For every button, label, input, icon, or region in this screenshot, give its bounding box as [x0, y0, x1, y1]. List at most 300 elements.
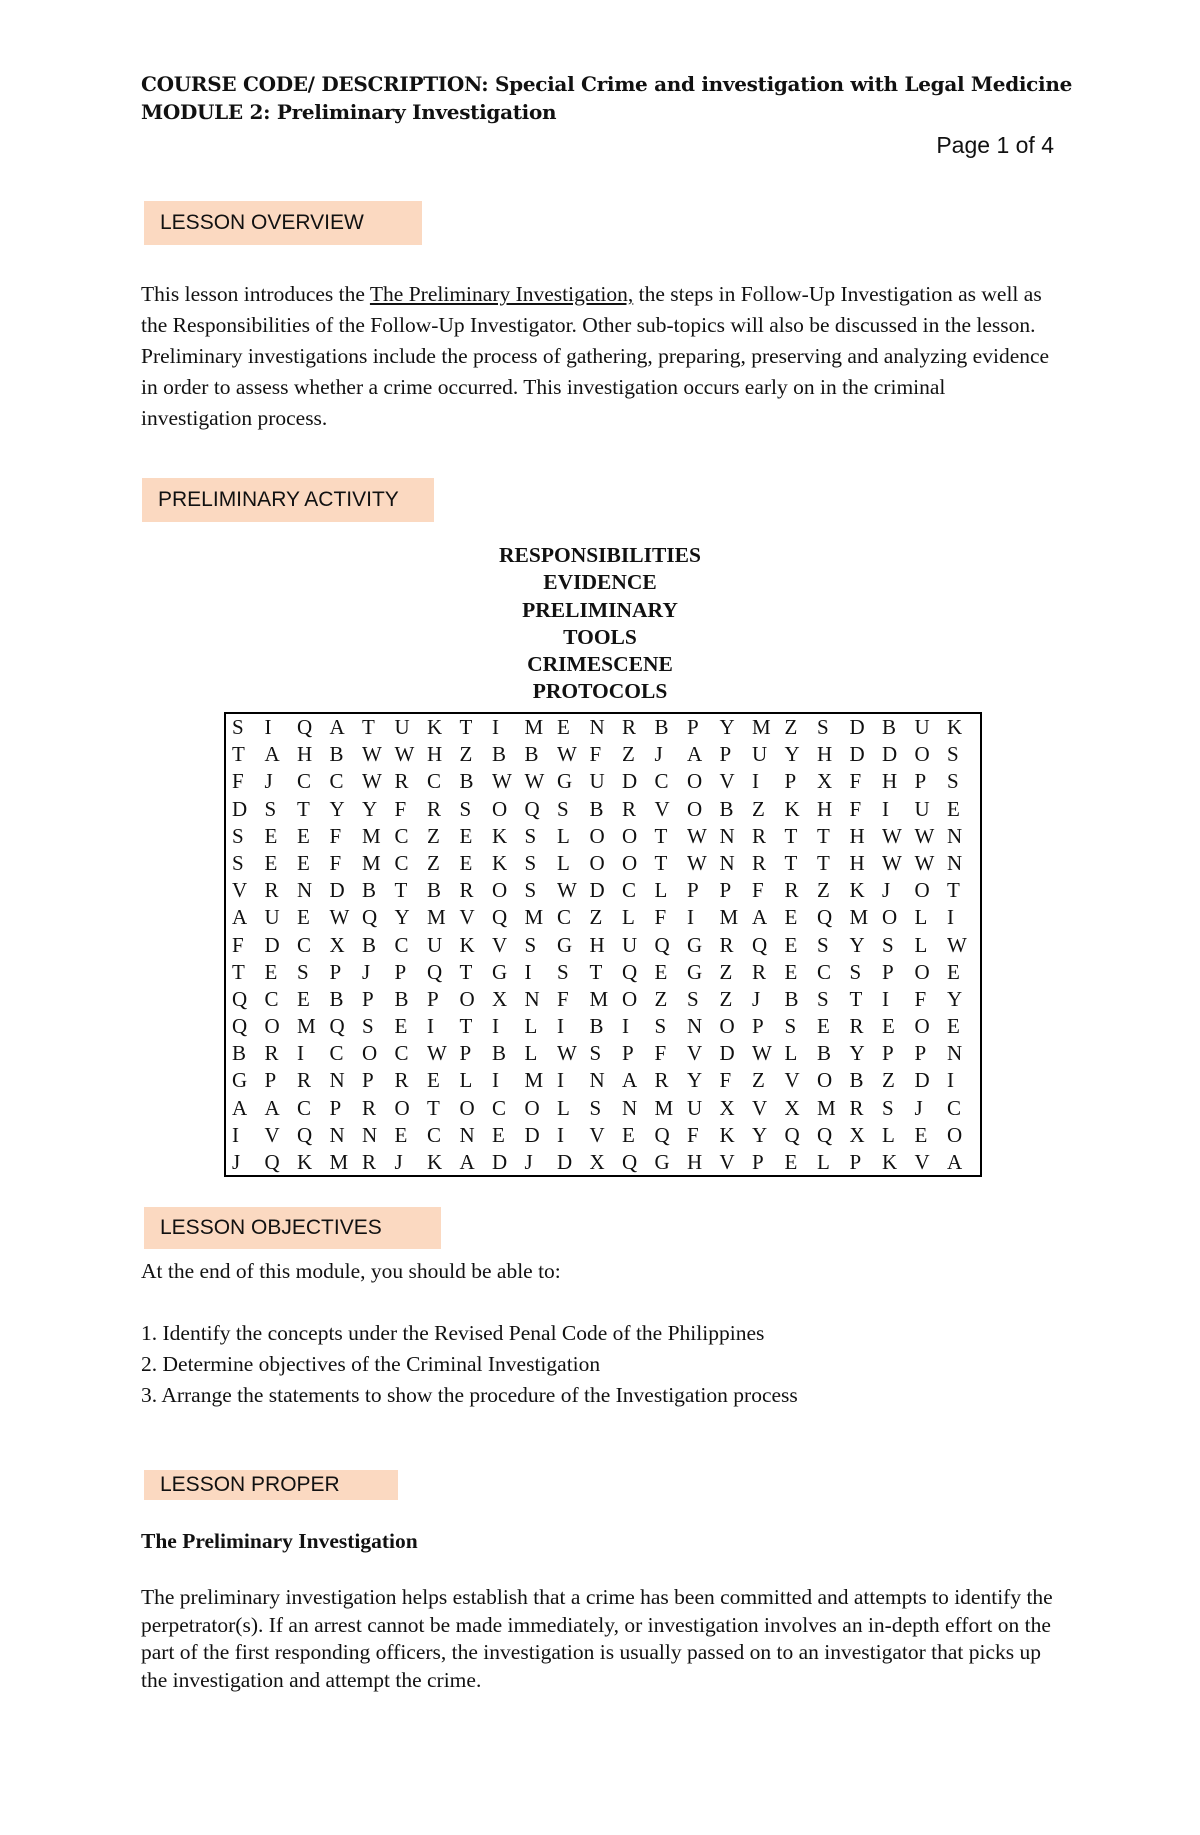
grid-cell: R: [459, 878, 474, 903]
grid-cell: Y: [394, 905, 410, 930]
grid-cell: Z: [817, 878, 830, 903]
grid-row: [226, 904, 980, 931]
grid-row: [226, 986, 980, 1013]
grid-cell: S: [524, 878, 537, 903]
grid-cell: P: [459, 1041, 472, 1066]
grid-cell: M: [524, 905, 544, 930]
grid-cell: R: [849, 1014, 864, 1039]
grid-cell: T: [654, 850, 668, 875]
grid-cell: N: [589, 715, 605, 739]
grid-cell: M: [719, 905, 739, 930]
grid-cell: D: [914, 1068, 930, 1093]
grid-cell: E: [264, 850, 278, 875]
objectives-list: [141, 1318, 798, 1411]
grid-cell: R: [719, 932, 734, 957]
grid-cell: Y: [752, 1122, 768, 1147]
grid-cell: E: [297, 986, 310, 1011]
grid-cell: L: [914, 905, 928, 930]
objective-item: 1. Identify the concepts under the Revised Penal Code of the Philippines: [141, 1321, 765, 1345]
grid-cell: X: [817, 769, 833, 794]
grid-cell: Z: [719, 959, 733, 984]
grid-cell: N: [947, 1041, 963, 1066]
grid-cell: R: [394, 1068, 409, 1093]
grid-cell: M: [589, 986, 609, 1011]
grid-cell: V: [784, 1068, 800, 1093]
grid-cell: N: [459, 1122, 475, 1147]
grid-cell: Q: [524, 796, 540, 821]
grid-cell: N: [687, 1014, 703, 1039]
grid-cell: C: [557, 905, 572, 930]
grid-cell: S: [784, 1014, 797, 1039]
grid-cell: A: [232, 905, 248, 930]
grid-cell: P: [882, 959, 894, 984]
grid-cell: H: [849, 823, 865, 848]
grid-cell: B: [427, 878, 442, 903]
grid-cell: E: [947, 1014, 960, 1039]
grid-cell: T: [654, 823, 668, 848]
grid-cell: T: [849, 986, 863, 1011]
grid-cell: H: [849, 850, 865, 875]
grid-cell: R: [264, 1041, 279, 1066]
grid-cell: Z: [752, 1068, 765, 1093]
grid-cell: L: [524, 1014, 538, 1039]
grid-cell: A: [329, 715, 345, 739]
grid-cell: E: [297, 850, 310, 875]
grid-row: [226, 1095, 980, 1122]
grid-cell: C: [427, 1122, 442, 1147]
grid-cell: P: [362, 986, 374, 1011]
grid-cell: S: [589, 1095, 602, 1120]
grid-cell: F: [232, 769, 244, 794]
grid-cell: Z: [459, 742, 473, 767]
grid-cell: Q: [297, 1122, 313, 1147]
grid-cell: F: [687, 1122, 699, 1147]
grid-cell: E: [394, 1014, 408, 1039]
grid-cell: S: [459, 796, 472, 821]
grid-cell: J: [232, 1150, 241, 1174]
grid-cell: E: [947, 796, 960, 821]
grid-cell: C: [427, 769, 442, 794]
overview-body: the steps in Follow-Up Investigation as well as the Responsibilities of the Follow-Up Investigator. Other sub-topics will also be discussed in the lesson. Preliminary investigations include the process of gathering, preparing, preserving and analyzing evidence in order to assess whether a crime occurred. This investigation occurs early on in the criminal investigation process.: [141, 282, 1050, 430]
grid-cell: R: [394, 769, 409, 794]
grid-cell: M: [427, 905, 446, 930]
grid-cell: Y: [947, 986, 963, 1011]
grid-cell: O: [492, 878, 508, 903]
grid-cell: A: [264, 742, 280, 767]
objectives-intro: At the end of this module, you should be able to:: [141, 1259, 561, 1283]
grid-cell: Z: [589, 905, 603, 930]
grid-cell: T: [947, 878, 960, 903]
grid-cell: V: [914, 1150, 930, 1174]
grid-cell: U: [264, 905, 280, 930]
grid-cell: T: [232, 742, 245, 767]
grid-cell: E: [297, 905, 310, 930]
grid-cell: W: [687, 823, 707, 848]
grid-row: [226, 959, 980, 986]
grid-cell: Q: [362, 905, 378, 930]
grid-row: [226, 1013, 980, 1040]
grid-cell: Q: [654, 1122, 670, 1147]
grid-cell: F: [849, 769, 862, 794]
grid-cell: R: [849, 1095, 864, 1120]
grid-cell: J: [882, 878, 891, 903]
grid-cell: S: [947, 769, 959, 794]
grid-cell: R: [654, 1068, 669, 1093]
section-title-objectives: LESSON OBJECTIVES: [160, 1216, 382, 1239]
grid-cell: E: [817, 1014, 830, 1039]
grid-cell: I: [297, 1041, 304, 1066]
grid-cell: U: [914, 715, 930, 739]
word-item: PROTOCOLS: [532, 679, 668, 704]
grid-cell: V: [264, 1122, 280, 1147]
grid-cell: N: [947, 850, 963, 875]
grid-cell: Z: [719, 986, 733, 1011]
grid-cell: G: [687, 959, 703, 984]
grid-cell: S: [362, 1014, 374, 1039]
grid-cell: O: [914, 742, 930, 767]
grid-cell: J: [264, 769, 273, 794]
grid-cell: M: [524, 715, 544, 739]
grid-cell: S: [654, 1014, 667, 1039]
grid-cell: D: [524, 1122, 540, 1147]
grid-cell: C: [329, 1041, 344, 1066]
grid-cell: Q: [817, 1122, 833, 1147]
grid-cell: X: [784, 1095, 800, 1120]
section-title-overview: LESSON OVERVIEW: [160, 211, 364, 234]
grid-cell: H: [817, 796, 833, 821]
grid-cell: D: [492, 1150, 508, 1174]
grid-cell: W: [557, 1041, 577, 1066]
grid-cell: W: [329, 905, 350, 930]
grid-cell: U: [394, 715, 410, 739]
grid-cell: A: [264, 1095, 280, 1120]
grid-cell: S: [947, 742, 959, 767]
grid-cell: Z: [654, 986, 668, 1011]
grid-cell: H: [882, 769, 898, 794]
grid-cell: V: [752, 1095, 768, 1120]
grid-cell: B: [492, 1041, 507, 1066]
grid-cell: V: [687, 1041, 703, 1066]
grid-cell: Q: [622, 959, 638, 984]
grid-cell: O: [719, 1014, 735, 1039]
grid-cell: Y: [329, 796, 345, 821]
grid-row: [226, 1040, 980, 1067]
grid-cell: Q: [329, 1014, 345, 1039]
grid-cell: F: [394, 796, 407, 821]
grid-cell: U: [752, 742, 768, 767]
grid-cell: L: [784, 1041, 798, 1066]
grid-cell: G: [557, 932, 573, 957]
grid-cell: V: [719, 769, 735, 794]
grid-cell: O: [589, 823, 605, 848]
grid-cell: S: [817, 715, 829, 739]
grid-cell: B: [362, 878, 377, 903]
grid-cell: S: [557, 796, 569, 821]
grid-cell: M: [362, 850, 381, 875]
grid-cell: B: [232, 1041, 247, 1066]
grid-cell: U: [914, 796, 930, 821]
grid-cell: O: [687, 769, 703, 794]
section-band-overview: [144, 201, 422, 245]
grid-cell: R: [784, 878, 799, 903]
grid-cell: S: [232, 715, 244, 739]
grid-cell: E: [264, 823, 278, 848]
overview-paragraph: [141, 279, 1061, 434]
grid-cell: Q: [427, 959, 443, 984]
grid-cell: C: [394, 850, 409, 875]
grid-cell: O: [914, 878, 930, 903]
grid-cell: D: [232, 796, 248, 821]
grid-cell: I: [492, 1068, 499, 1093]
grid-cell: S: [589, 1041, 602, 1066]
grid-cell: U: [427, 932, 443, 957]
grid-cell: E: [947, 959, 960, 984]
grid-cell: H: [589, 932, 605, 957]
grid-cell: R: [264, 878, 279, 903]
grid-cell: T: [784, 823, 798, 848]
grid-cell: P: [329, 959, 342, 984]
grid-cell: J: [524, 1150, 533, 1174]
grid-cell: B: [492, 742, 507, 767]
grid-cell: R: [752, 959, 767, 984]
grid-cell: C: [817, 959, 832, 984]
module-title: MODULE 2: Preliminary Investigation: [141, 100, 557, 124]
grid-cell: J: [394, 1150, 403, 1174]
grid-cell: E: [394, 1122, 408, 1147]
grid-cell: G: [687, 932, 703, 957]
grid-cell: B: [817, 1041, 832, 1066]
grid-cell: Q: [492, 905, 508, 930]
grid-cell: I: [687, 905, 694, 930]
grid-cell: W: [914, 850, 935, 875]
grid-cell: A: [687, 742, 703, 767]
grid-cell: N: [297, 878, 313, 903]
word-item: RESPONSIBILITIES: [499, 543, 701, 567]
grid-cell: M: [654, 1095, 674, 1120]
grid-cell: L: [817, 1150, 830, 1174]
grid-cell: T: [394, 878, 408, 903]
objective-item: 2. Determine objectives of the Criminal Investigation: [141, 1352, 601, 1376]
grid-cell: A: [459, 1150, 475, 1174]
grid-cell: F: [752, 878, 764, 903]
grid-cell: B: [394, 986, 409, 1011]
grid-cell: I: [557, 1068, 564, 1093]
grid-row: [226, 741, 980, 768]
grid-cell: R: [752, 850, 767, 875]
grid-cell: G: [557, 769, 573, 794]
grid-cell: G: [232, 1068, 248, 1093]
grid-cell: L: [914, 932, 928, 957]
grid-cell: S: [882, 932, 894, 957]
grid-cell: I: [492, 715, 499, 739]
grid-cell: V: [719, 1150, 735, 1174]
grid-cell: K: [784, 796, 800, 821]
grid-cell: V: [459, 905, 475, 930]
grid-cell: I: [557, 1122, 564, 1147]
grid-cell: F: [232, 932, 244, 957]
grid-cell: L: [654, 878, 668, 903]
grid-row: [226, 796, 980, 823]
grid-cell: U: [622, 932, 638, 957]
grid-cell: P: [914, 1041, 927, 1066]
grid-cell: R: [427, 796, 442, 821]
grid-cell: F: [329, 850, 342, 875]
grid-cell: U: [687, 1095, 703, 1120]
proper-paragraph-text: The preliminary investigation helps establish that a crime has been committed and attempts to identify the perpetrator(s). If an arrest cannot be made immediately, or investigation involves an in-depth effort on the part of the first responding officers, the investigation is usually passed on to an investigator that picks up the investigation and attempt the crime.: [141, 1585, 1053, 1692]
grid-cell: T: [784, 850, 798, 875]
grid-cell: Y: [849, 1041, 865, 1066]
grid-cell: E: [622, 1122, 635, 1147]
grid-cell: N: [329, 1068, 345, 1093]
grid-cell: S: [524, 932, 537, 957]
grid-cell: O: [622, 823, 638, 848]
grid-cell: S: [264, 796, 277, 821]
grid-cell: N: [362, 1122, 378, 1147]
grid-cell: W: [427, 1041, 447, 1066]
grid-cell: W: [524, 769, 545, 794]
grid-cell: S: [817, 932, 829, 957]
grid-cell: T: [589, 959, 603, 984]
grid-cell: W: [362, 742, 382, 767]
word-search-grid: [224, 712, 982, 1177]
grid-cell: P: [687, 878, 699, 903]
grid-cell: E: [882, 1014, 895, 1039]
grid-cell: B: [524, 742, 539, 767]
grid-cell: M: [329, 1150, 349, 1174]
grid-row: [226, 1067, 980, 1094]
grid-cell: P: [427, 986, 439, 1011]
grid-cell: B: [719, 796, 734, 821]
grid-cell: P: [719, 742, 732, 767]
grid-cell: P: [687, 715, 699, 739]
grid-cell: K: [849, 878, 865, 903]
grid-cell: T: [297, 796, 310, 821]
proper-heading: The Preliminary Investigation: [141, 1529, 418, 1553]
grid-cell: L: [557, 1095, 570, 1120]
grid-cell: G: [492, 959, 508, 984]
objective-item: 3. Arrange the statements to show the procedure of the Investigation process: [141, 1383, 798, 1407]
grid-cell: Y: [687, 1068, 703, 1093]
section-band-activity: [142, 478, 434, 522]
word-item: TOOLS: [563, 624, 637, 649]
grid-cell: W: [947, 932, 967, 957]
grid-cell: J: [914, 1095, 923, 1120]
grid-cell: D: [589, 878, 605, 903]
grid-cell: U: [589, 769, 605, 794]
grid-cell: E: [492, 1122, 505, 1147]
grid-row: [226, 714, 980, 741]
grid-cell: E: [784, 905, 798, 930]
grid-cell: C: [297, 769, 312, 794]
grid-cell: C: [394, 1041, 409, 1066]
grid-cell: C: [492, 1095, 507, 1120]
grid-cell: W: [687, 850, 707, 875]
grid-cell: O: [264, 1014, 280, 1039]
grid-cell: T: [817, 850, 830, 875]
grid-cell: F: [589, 742, 602, 767]
word-item: CRIMESCENE: [527, 652, 673, 677]
grid-cell: W: [752, 1041, 772, 1066]
grid-cell: P: [394, 959, 407, 984]
grid-cell: E: [459, 850, 473, 875]
grid-cell: R: [362, 1150, 377, 1174]
grid-cell: N: [622, 1095, 638, 1120]
grid-row: [226, 932, 980, 959]
grid-cell: C: [947, 1095, 962, 1120]
course-title: COURSE CODE/ DESCRIPTION: Special Crime and investigation with Legal Medicine: [141, 72, 1073, 96]
grid-cell: O: [524, 1095, 540, 1120]
grid-cell: V: [232, 878, 248, 903]
grid-cell: D: [557, 1150, 573, 1174]
grid-cell: F: [849, 796, 862, 821]
grid-row: [226, 823, 980, 850]
grid-cell: I: [947, 1068, 954, 1093]
grid-cell: E: [459, 823, 473, 848]
grid-cell: P: [914, 769, 927, 794]
grid-row: [226, 1122, 980, 1149]
grid-cell: D: [849, 742, 865, 767]
grid-cell: E: [264, 959, 278, 984]
grid-cell: O: [914, 1014, 930, 1039]
grid-cell: C: [394, 823, 409, 848]
grid-cell: I: [524, 959, 532, 984]
grid-cell: W: [362, 769, 382, 794]
grid-cell: I: [947, 905, 954, 930]
grid-cell: S: [817, 986, 829, 1011]
grid-cell: X: [492, 986, 508, 1011]
grid-row: [226, 877, 980, 904]
grid-cell: S: [232, 850, 244, 875]
grid-cell: C: [264, 986, 279, 1011]
grid-cell: R: [297, 1068, 312, 1093]
overview-topic-link: The Preliminary Investigation,: [369, 282, 634, 306]
grid-cell: C: [329, 769, 344, 794]
grid-cell: F: [557, 986, 569, 1011]
grid-cell: B: [329, 742, 344, 767]
grid-cell: K: [719, 1122, 735, 1147]
grid-cell: E: [427, 1068, 440, 1093]
grid-cell: W: [557, 878, 577, 903]
grid-cell: M: [362, 823, 381, 848]
grid-cell: K: [492, 823, 508, 848]
grid-cell: T: [427, 1095, 440, 1120]
grid-cell: E: [784, 932, 798, 957]
grid-cell: K: [427, 1150, 443, 1174]
grid-cell: B: [589, 796, 604, 821]
grid-cell: W: [882, 850, 902, 875]
grid-cell: C: [394, 932, 409, 957]
grid-cell: O: [622, 986, 638, 1011]
section-band-proper: [144, 1470, 398, 1500]
grid-cell: D: [264, 932, 280, 957]
grid-cell: W: [394, 742, 415, 767]
grid-cell: D: [329, 878, 345, 903]
grid-cell: O: [882, 905, 898, 930]
grid-cell: E: [654, 959, 668, 984]
word-item: EVIDENCE: [543, 570, 657, 595]
grid-cell: O: [362, 1041, 378, 1066]
grid-cell: W: [882, 823, 902, 848]
grid-cell: B: [654, 715, 669, 739]
grid-cell: S: [882, 1095, 894, 1120]
grid-cell: O: [589, 850, 605, 875]
grid-cell: Q: [622, 1150, 638, 1174]
grid-cell: I: [622, 1014, 629, 1039]
grid-cell: Z: [622, 742, 635, 767]
grid-cell: L: [524, 1041, 538, 1066]
grid-cell: X: [329, 932, 345, 957]
grid-cell: B: [882, 715, 897, 739]
